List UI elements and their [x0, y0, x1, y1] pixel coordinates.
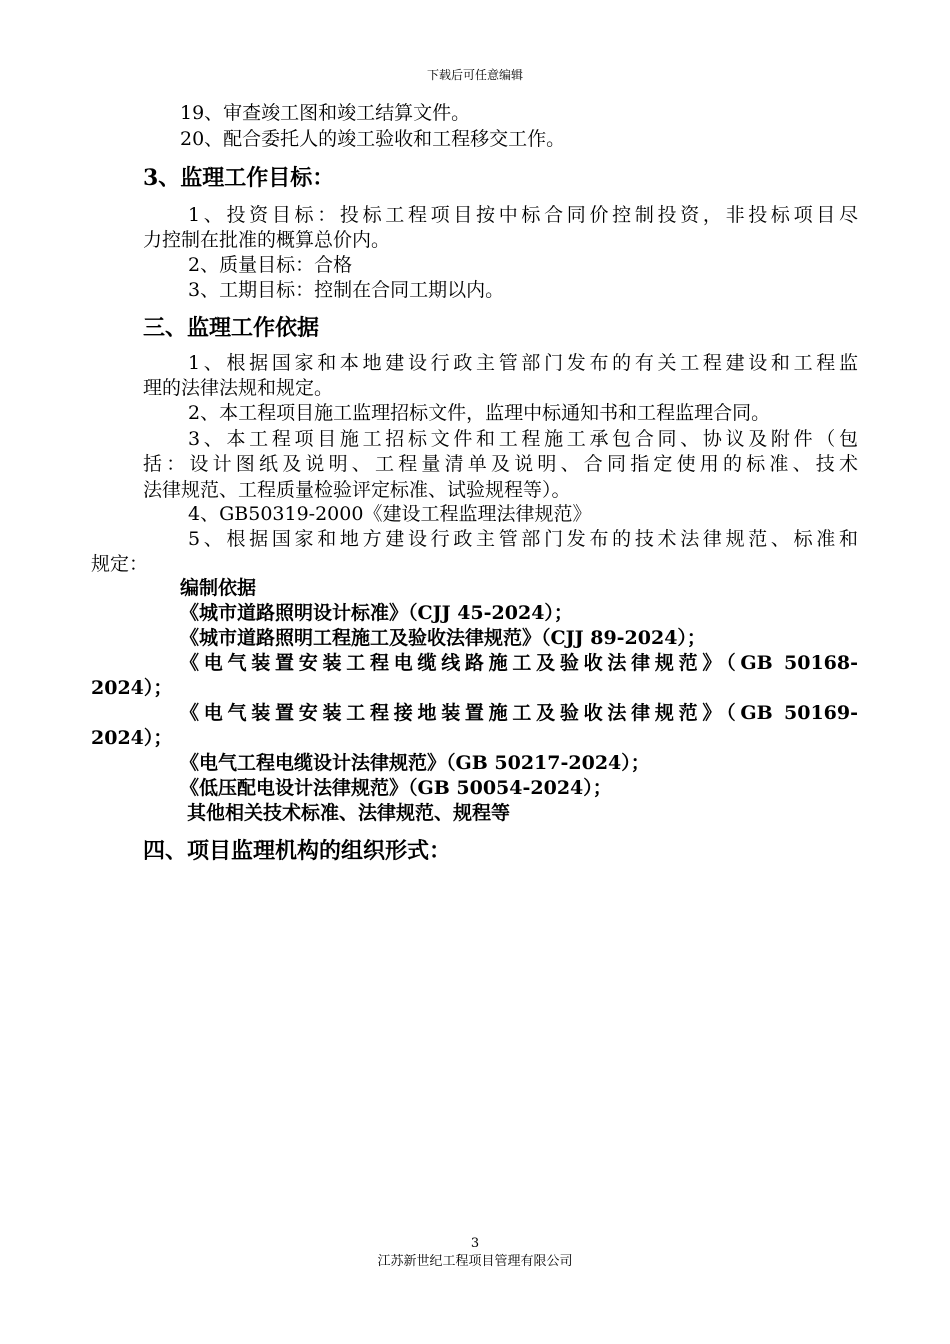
page-number: 3: [470, 1236, 480, 1251]
basis-title: 三、监理工作依据: [143, 315, 320, 341]
compile-title: 编制依据: [180, 577, 257, 599]
standard-2: 《城市道路照明工程施工及验收法律规范》（CJJ 89-2024）；: [180, 627, 706, 649]
basis-1-line-2: 理的法律法规和规定。: [143, 377, 334, 399]
page-header: 下载后可任意编辑: [426, 68, 523, 82]
goal-1-line-1: 1、投资目标：投标工程项目按中标合同价控制投资，非投标项目尽: [188, 204, 858, 226]
standard-4-line-1: 《电气装置安装工程接地装置施工及验收法律规范》（GB 50169-: [180, 702, 858, 724]
goal-1-line-2: 力控制在批准的概算总价内。: [143, 229, 391, 251]
goal-3: 3、工期目标：控制在合同工期以内。: [188, 279, 505, 301]
item-19: 19、审查竣工图和竣工结算文件。: [180, 102, 471, 124]
basis-3-line-2: 括：设计图纸及说明、工程量清单及说明、合同指定使用的标准、技术: [143, 453, 858, 475]
standard-5: 《电气工程电缆设计法律规范》（GB 50217-2024）；: [180, 752, 650, 774]
item-20: 20、配合委托人的竣工验收和工程移交工作。: [180, 128, 566, 150]
basis-1-line-1: 1、根据国家和本地建设行政主管部门发布的有关工程建设和工程监: [188, 352, 858, 374]
basis-2: 2、本工程项目施工监理招标文件，监理中标通知书和工程监理合同。: [188, 402, 771, 424]
standard-3-line-1: 《电气装置安装工程电缆线路施工及验收法律规范》（GB 50168-: [180, 652, 858, 674]
section-4-title: 四、项目监理机构的组织形式：: [143, 838, 452, 864]
standard-7: 其他相关技术标准、法律规范、规程等: [187, 802, 511, 824]
basis-4: 4、GB50319-2000《建设工程监理法律规范》: [188, 503, 592, 525]
basis-5-line-1: 5、根据国家和地方建设行政主管部门发布的技术法律规范、标准和: [188, 528, 858, 550]
footer-company: 江苏新世纪工程项目管理有限公司: [377, 1254, 573, 1269]
basis-3-line-3: 法律规范、工程质量检验评定标准、试验规程等）。: [143, 479, 571, 501]
basis-3-line-1: 3、本工程项目施工招标文件和工程施工承包合同、协议及附件（包: [188, 428, 858, 450]
goal-2: 2、质量目标：合格: [188, 254, 353, 276]
standard-6: 《低压配电设计法律规范》（GB 50054-2024）；: [180, 777, 612, 799]
standard-4-line-2: 2024）；: [91, 727, 173, 749]
standard-1: 《城市道路照明设计标准》（CJJ 45-2024）；: [180, 602, 573, 624]
basis-5-line-2: 规定：: [91, 553, 149, 575]
standard-3-line-2: 2024）；: [91, 677, 173, 699]
section-3-title: 3、监理工作目标：: [143, 165, 335, 191]
